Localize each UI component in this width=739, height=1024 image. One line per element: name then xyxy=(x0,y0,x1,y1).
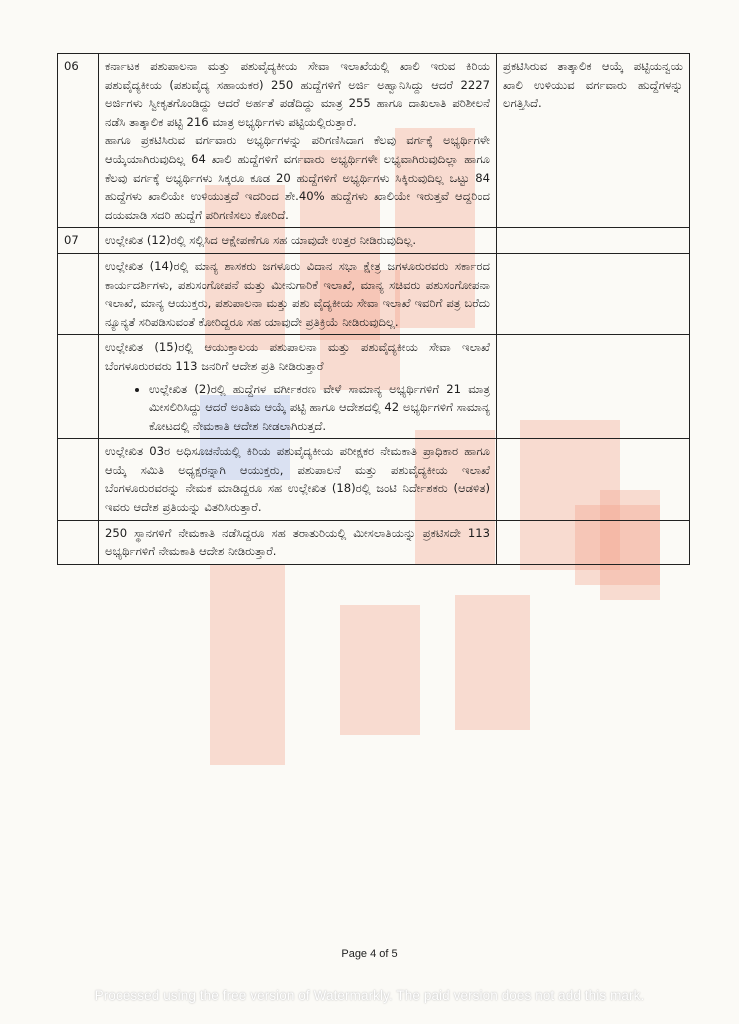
row-remark xyxy=(497,228,690,254)
row-content xyxy=(99,335,497,439)
table-row xyxy=(58,228,690,254)
bullet-list xyxy=(105,380,490,436)
row-paragraph: ಹಾಗೂ ಪ್ರಕಟಿಸಿರುವ ವರ್ಗವಾರು ಅಭ್ಯರ್ಥಿಗಳನ್ನು ಪರಿಗಣಿಸಿದಾಗ ಕೆಲವು ವರ್ಗಕ್ಕೆ ಅಭ್ಯರ್ಥಿಗಳೇ ಆಯ್ಕೆಯಾಗಿರುವುದಿಲ್ಲ 64 ಖಾಲಿ ಹುದ್ದೆಗಳಿಗೆ ವರ್ಗವಾರು ಅಭ್ಯರ್ಥಿಗಳೇ ಲಭ್ಯವಾಗಿರುವುದಿಲ್ಲಾ ಹಾಗೂ ಕೆಲವು ವರ್ಗಕ್ಕೆ ಅಭ್ಯರ್ಥಿಗಳು ಸಿಕ್ಕರೂ ಕೂಡ 20 ಹುದ್ದೆಗಳಿಗೆ ಅಭ್ಯರ್ಥಿಗಳು ಸಿಕ್ಕಿರುವುದಿಲ್ಲ ಒಟ್ಟು 84 ಹುದ್ದೆಗಳು ಖಾಲಿಯೇ ಉಳಿಯುತ್ತದೆ ಇದರಿಂದ ಶೇ.40% ಹುದ್ದೆಗಳು ಖಾಲಿಯೇ ಇರುತ್ತವೆ ಆದ್ದರಿಂದ ದಯಮಾಡಿ ಸದರಿ ಹುದ್ದೆಗೆ ಪರಿಗಣಿಸಲು ಕೋರಿದೆ. xyxy=(105,133,490,222)
row-paragraph: ಉಲ್ಲೇಖಿತ 03ರ ಅಧಿಸೂಚನೆಯಲ್ಲಿ ಕಿರಿಯ ಪಶುವೈದ್ಯಕೀಯ ಪರೀಕ್ಷಕರ ನೇಮಕಾತಿ ಪ್ರಾಧಿಕಾರ ಹಾಗೂ ಆಯ್ಕೆ ಸಮಿತಿ ಅಧ್ಯಕ್ಷರನ್ನಾಗಿ ಆಯುಕ್ತರು, ಪಶುಪಾಲನೆ ಮತ್ತು ಪಶುವೈದ್ಯಕೀಯ ಇಲಾಖೆ ಬೆಂಗಳೂರುರವರನ್ನು ನೇಮಕ ಮಾಡಿದ್ದರೂ ಸಹ ಉಲ್ಲೇಖಿತ (18)ರಲ್ಲಿ ಜಂಟಿ ನಿರ್ದೇಶಕರು (ಆಡಳಿತ) ಇವರು ಆದೇಶ ಪ್ರತಿಯನ್ನು ವಿತರಿಸಿರುತ್ತಾರೆ. xyxy=(105,444,490,515)
row-number xyxy=(58,253,99,334)
row-content xyxy=(99,54,497,228)
row-content xyxy=(99,253,497,334)
watermark-shape xyxy=(455,595,530,730)
row-number: 06 xyxy=(58,54,99,228)
row-paragraph: 250 ಸ್ಥಾನಗಳಿಗೆ ನೇಮಕಾತಿ ನಡೆಸಿದ್ದರೂ ಸಹ ತರಾತುರಿಯಲ್ಲಿ ಮೀಸಲಾತಿಯನ್ನು ಪ್ರಕಟಿಸದೇ 113 ಅಭ್ಯರ್ಥಿಗಳಿಗೆ ನೇಮಕಾತಿ ಆದೇಶ ನೀಡಿರುತ್ತಾರೆ. xyxy=(105,525,490,559)
row-paragraph: ಉಲ್ಲೇಖಿತ (12)ರಲ್ಲಿ ಸಲ್ಲಿಸಿದ ಆಕ್ಷೇಪಣೆಗೂ ಸಹ ಯಾವುದೇ ಉತ್ತರ ನೀಡಿರುವುದಿಲ್ಲ. xyxy=(105,233,417,248)
row-paragraph: ಉಲ್ಲೇಖಿತ (15)ರಲ್ಲಿ ಆಯುಕ್ತಾಲಯ ಪಶುಪಾಲನಾ ಮತ್ತು ಪಶುವೈದ್ಯಕೀಯ ಸೇವಾ ಇಲಾಖೆ ಬೆಂಗಳೂರುರವರು 113 ಜನರಿಗೆ ಆದೇಶ ಪ್ರತಿ ನೀಡಿರುತ್ತಾರೆ xyxy=(105,340,490,373)
bullet-item: • ಉಲ್ಲೇಖಿತ (2)ರಲ್ಲಿ ಹುದ್ದೆಗಳ ವರ್ಗೀಕರಣ ವೇಳೆ ಸಾಮಾನ್ಯ ಅಭ್ಯರ್ಥಿಗಳಿಗೆ 21 ಮಾತ್ರ ಮೀಸಲಿರಿಸಿದ್ದು ಆದರೆ ಅಂತಿಮ ಆಯ್ಕೆ ಪಟ್ಟಿ ಹಾಗೂ ಆದೇಶದಲ್ಲಿ 42 ಅಭ್ಯರ್ಥಿಗಳಿಗೆ ಸಾಮಾನ್ಯ ಕೋಟದಲ್ಲಿ ನೇಮಕಾತಿ ಆದೇಶ ನೀಡಲಾಗಿರುತ್ತದೆ. xyxy=(149,380,490,436)
row-paragraph: ಉಲ್ಲೇಖಿತ (14)ರಲ್ಲಿ ಮಾನ್ಯ ಶಾಸಕರು ಜಗಳೂರು ವಿದಾನ ಸಭಾ ಕ್ಷೇತ್ರ ಜಗಳೂರುರವರು ಸರ್ಕಾರದ ಕಾರ್ಯದರ್ಶಿಗಳು, ಪಶುಸಂಗೋಪನೆ ಮತ್ತು ಮೀನುಗಾರಿಕೆ ಇಲಾಖೆ, ಮಾನ್ಯ ಸಚಿವರು ಪಶುಸಂಗೋಪನಾ ಇಲಾಖೆ, ಮಾನ್ಯ ಆಯುಕ್ತರು, ಪಶುಪಾಲನಾ ಮತ್ತು ಪಶು ವೈದ್ಯಕೀಯ ಸೇವಾ ಇಲಾಖೆ ಇವರಿಗೆ ಪತ್ರ ಬರೆದು ನ್ಯೂನ್ಯತೆ ಸರಿಪಡಿಸುವಂತೆ ಕೋರಿದ್ದರೂ ಸಹ ಯಾವುದೇ ಪ್ರತಿಕ್ರಿಯೆ ನೀಡಿರುವುದಿಲ್ಲ. xyxy=(105,258,490,329)
row-number: 07 xyxy=(58,228,99,254)
table-row xyxy=(58,253,690,334)
row-remark xyxy=(497,253,690,334)
row-number xyxy=(58,520,99,564)
row-number xyxy=(58,335,99,439)
table-row xyxy=(58,335,690,439)
page-number: Page 4 of 5 xyxy=(341,948,398,960)
row-content xyxy=(99,439,497,520)
watermark-banner: Processed using the free version of Watermarkly. The paid version does not add this mark. xyxy=(94,988,645,1003)
row-number xyxy=(58,439,99,520)
row-remark: ಪ್ರಕಟಿಸಿರುವ ತಾತ್ಕಾಲಿಕ ಆಯ್ಕೆ ಪಟ್ಟಿಯನ್ವಯ ಖಾಲಿ ಉಳಿಯುವ ವರ್ಗವಾರು ಹುದ್ದೆಗಳನ್ನು ಲಗತ್ತಿಸಿದೆ. xyxy=(497,54,690,228)
row-content xyxy=(99,228,497,254)
row-remark xyxy=(497,520,690,564)
objection-table xyxy=(57,53,690,565)
table-row xyxy=(58,54,690,228)
row-content xyxy=(99,520,497,564)
row-paragraph: ಕರ್ನಾಟಕ ಪಶುಪಾಲನಾ ಮತ್ತು ಪಶುವೈದ್ಯಕೀಯ ಸೇವಾ ಇಲಾಖೆಯಲ್ಲಿ ಖಾಲಿ ಇರುವ ಕಿರಿಯ ಪಶುವೈದ್ಯಕೀಯ (ಪಶುವೈದ್ಯ ಸಹಾಯಕರ) 250 ಹುದ್ದೆಗಳಿಗೆ ಅರ್ಜಿ ಅಹ್ವಾನಿಸಿದ್ದು ಆದರೆ 2227 ಅರ್ಜಿಗಳು ಸ್ವೀಕೃತಗೊಂಡಿದ್ದು ಆದರೆ ಅರ್ಹತೆ ಪಡೆದಿದ್ದು ಮಾತ್ರ 255 ಹಾಗೂ ದಾಖಲಾತಿ ಪರಿಶೀಲನೆ ನಡೆಸಿ ತಾತ್ಕಾಲಿಕ ಪಟ್ಟಿ 216 ಮಾತ್ರ ಅಭ್ಯರ್ಥಿಗಳು ಪಟ್ಟಿಯಲ್ಲಿರುತ್ತಾರೆ. xyxy=(105,59,490,129)
row-remark xyxy=(497,335,690,439)
watermark-shape xyxy=(210,565,285,765)
row-remark xyxy=(497,439,690,520)
table-row xyxy=(58,520,690,564)
table-row xyxy=(58,439,690,520)
watermark-shape xyxy=(340,605,420,735)
